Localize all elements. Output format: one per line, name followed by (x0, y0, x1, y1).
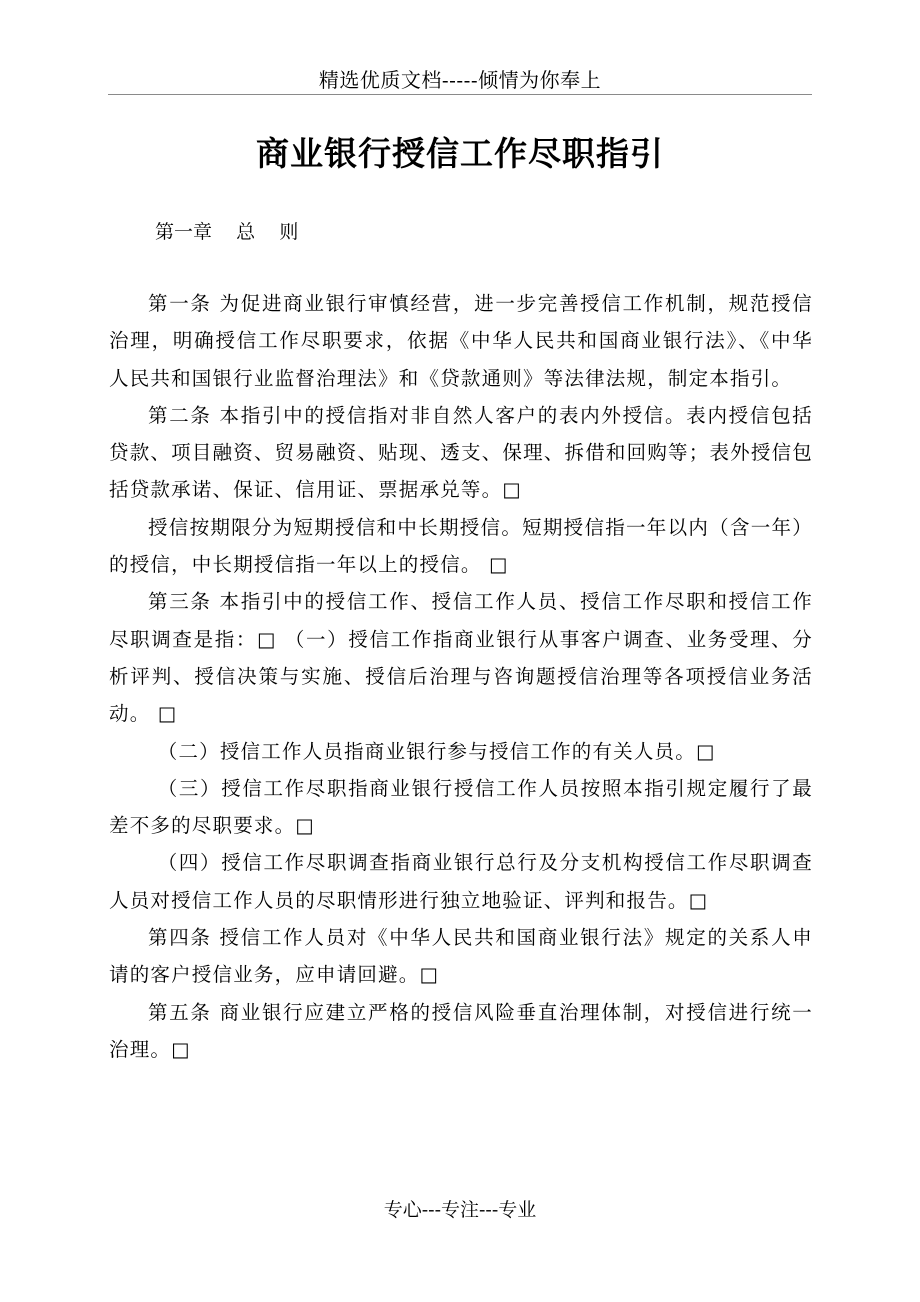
article-2-term-note: 授信按期限分为短期授信和中长期授信。短期授信指一年以内（含一年）的授信，中长期授信指一年以上的授信。 □ (109, 515, 813, 577)
article-3: 第三条 本指引中的授信工作、授信工作人员、授信工作尽职和授信工作尽职调查是指：□ （一）授信工作指商业银行从事客户调查、业务受理、分析评判、授信决策与实施、授信后治理与咨询题授信治理等各项授信业务活动。 □ (109, 590, 813, 726)
article-2: 第二条 本指引中的授信指对非自然人客户的表内外授信。表内授信包括贷款、项目融资、贸易融资、贴现、透支、保理、拆借和回购等；表外授信包括贷款承诺、保证、信用证、票据承兑等。□ (109, 403, 813, 502)
document-title: 商业银行授信工作尽职指引 (256, 134, 664, 173)
chapter-heading: 第一章 总 则 (155, 221, 299, 243)
article-3-item-4: （四）授信工作尽职调查指商业银行总行及分支机构授信工作尽职调查人员对授信工作人员的尽职情形进行独立地验证、评判和报告。□ (109, 851, 813, 912)
page-header: 精选优质文档-----倾情为你奉上 (318, 68, 602, 92)
article-5: 第五条 商业银行应建立严格的授信风险垂直治理体制，对授信进行统一治理。□ (109, 1000, 813, 1061)
article-3-item-2: （二）授信工作人员指商业银行参与授信工作的有关人员。□ (157, 739, 716, 763)
article-4: 第四条 授信工作人员对《中华人民共和国商业银行法》规定的关系人申请的客户授信业务，应申请回避。□ (109, 926, 813, 987)
header-divider (108, 94, 812, 95)
page-footer: 专心---专注---专业 (383, 1199, 537, 1221)
article-3-item-3: （三）授信工作尽职指商业银行授信工作人员按照本指引规定履行了最差不多的尽职要求。□ (109, 776, 813, 838)
article-1: 第一条 为促进商业银行审慎经营，进一步完善授信工作机制，规范授信治理，明确授信工作尽职要求，依据《中华人民共和国商业银行法》、《中华人民共和国银行业监督治理法》和《贷款通则》等法律法规，制定本指引。 (109, 292, 813, 390)
document-body (109, 285, 813, 1068)
